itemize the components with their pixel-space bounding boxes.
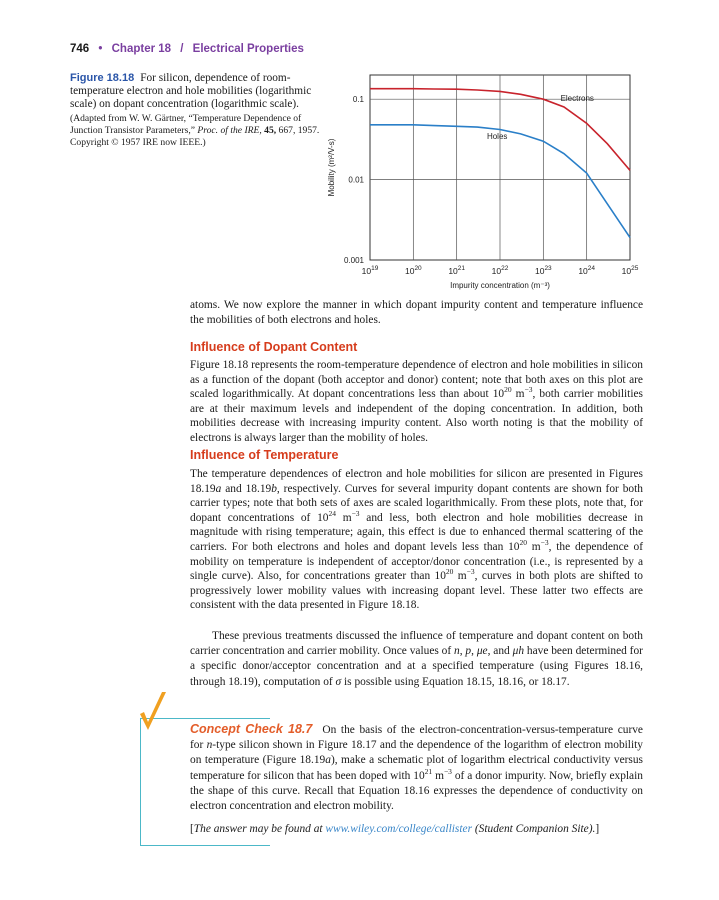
source-text-b: 667, 1957. Copyright © 1957 IRE now IEEE.) [70,124,320,149]
chapter-number: Chapter 18 [111,43,172,55]
temperature-paragraph: The temperature dependences of electron and hole mobilities for silicon are presented in Figures 18.19a and 18.19b, respectively. Curves for several impurity dopant contents are shown for both carrier types; note that both sets of axes are scaled logarithmically. From these plots, note that, for dopant concentrations of $10^{24}$ $m^{-3}$ and less, both electron and hole mobilities decrease in magnitude with rising temperature; again, this effect is due to enhanced thermal scattering of the carriers. For both electrons and holes and dopant levels less than $10^{20}$ $m^{-3}$, the dependence of mobility on temperature is independent of acceptor/donor concentration (i.e., is represented by a single curve). Also, for concentrations greater than $10^{20}$ $m^{-3}$, curves in both plots are shifted to progressively lower mobility values with increasing dopant level. These latter two effects are consistent with the data presented in Figure 18.18. [190,468,644,612]
series-label-holes: Holes [486,131,508,141]
source-text-a: (Adapted from W. W. Gärtner, “Temperature Dependence of Junction Transistor Parameters,” [70,112,302,136]
concept-check-label: Concept Check 18.7 [190,722,313,736]
x-tick-label: $10^{19}$ [361,265,379,276]
x-tick-label: $10^{23}$ [534,265,552,276]
intro-paragraph: atoms. We now explore the manner in which dopant impurity content and temperature influence the mobilities of both electrons and holes. [190,299,643,326]
checkmark-icon [138,690,168,734]
figure-source [70,113,320,150]
header-bullet: • [98,43,103,55]
x-tick-label: $10^{22}$ [491,265,509,276]
y-tick-label: 0.01 [348,175,364,185]
chapter-title: Electrical Properties [192,43,304,55]
source-journal: Proc. of the IRE, [197,124,262,136]
y-tick-label: 0.001 [343,256,364,265]
running-header [70,43,304,55]
concept-check-answer: [The answer may be found at www.wiley.com/college/callister (Student Companion Site).] [190,823,600,835]
y-axis-label: Mobility (m²/V-s) [327,138,336,197]
concept-check: Concept Check 18.7 On the basis of the electron-concentration-versus-temperature curve for n-type silicon shown in Figure 18.17 and the dependence of the logarithm of electron mobility on temperature (Figure 18.19a), make a schematic plot of logarithm electrical conductivity versus temperature for silicon that has been doped with $10^{21}$ $m^{-3}$ of a donor impurity. Now, briefly explain the shape of this curve. Recall that Equation 18.16 expresses the dependence of conductivity on electron concentration and electron mobility. [190,722,643,813]
figure-caption-text: For silicon, dependence of room-temperature electron and hole mobilities (logarithmic scale) on dopant concentration (logarithmic scale). [70,72,312,111]
x-axis-label: Impurity concentration (m⁻³) [450,281,550,290]
section-heading-dopant: Influence of Dopant Content [190,340,358,354]
mobility-chart [320,60,640,292]
concept-box-bottom-rule [140,845,270,846]
concept-box-left-rule [140,718,141,846]
x-tick-label: $10^{21}$ [448,265,466,276]
header-separator: / [180,43,184,55]
companion-site-link[interactable]: www.wiley.com/college/callister [325,823,472,835]
figure-caption [70,72,320,149]
x-tick-label: $10^{20}$ [404,265,422,276]
page-number: 746 [70,43,90,55]
series-label-electrons: Electrons [560,93,594,103]
dopant-paragraph: Figure 18.18 represents the room-temperature dependence of electron and hole mobilities in silicon as a function of the dopant (both acceptor and donor) content; note that both axes on this plot are scaled logarithmically. At dopant concentrations less than about $10^{20}$ $m^{-3}$, both carrier mobilities are at their maximum levels and independent of the doping concentration. In addition, both mobilities decrease with increasing impurity content. Also worth noting is that the mobility of electrons is always larger than the mobility of holes. [190,359,643,444]
figure-label: Figure 18.18 [70,72,135,84]
x-tick-label: $10^{24}$ [578,265,596,276]
x-tick-label: $10^{25}$ [621,265,639,276]
source-volume: 45, [261,124,277,136]
y-tick-label: 0.1 [352,95,364,105]
section-heading-temperature: Influence of Temperature [190,448,339,462]
closing-paragraph: These previous treatments discussed the influence of temperature and dopant content on both carrier concentration and carrier mobility. Once values of n, p, μe, and μh have been determined for a specific donor/acceptor concentration and at a specified temperature (using Figures 18.16, through 18.19), computation of σ is possible using Equation 18.15, 18.16, or 18.17. [190,630,643,688]
